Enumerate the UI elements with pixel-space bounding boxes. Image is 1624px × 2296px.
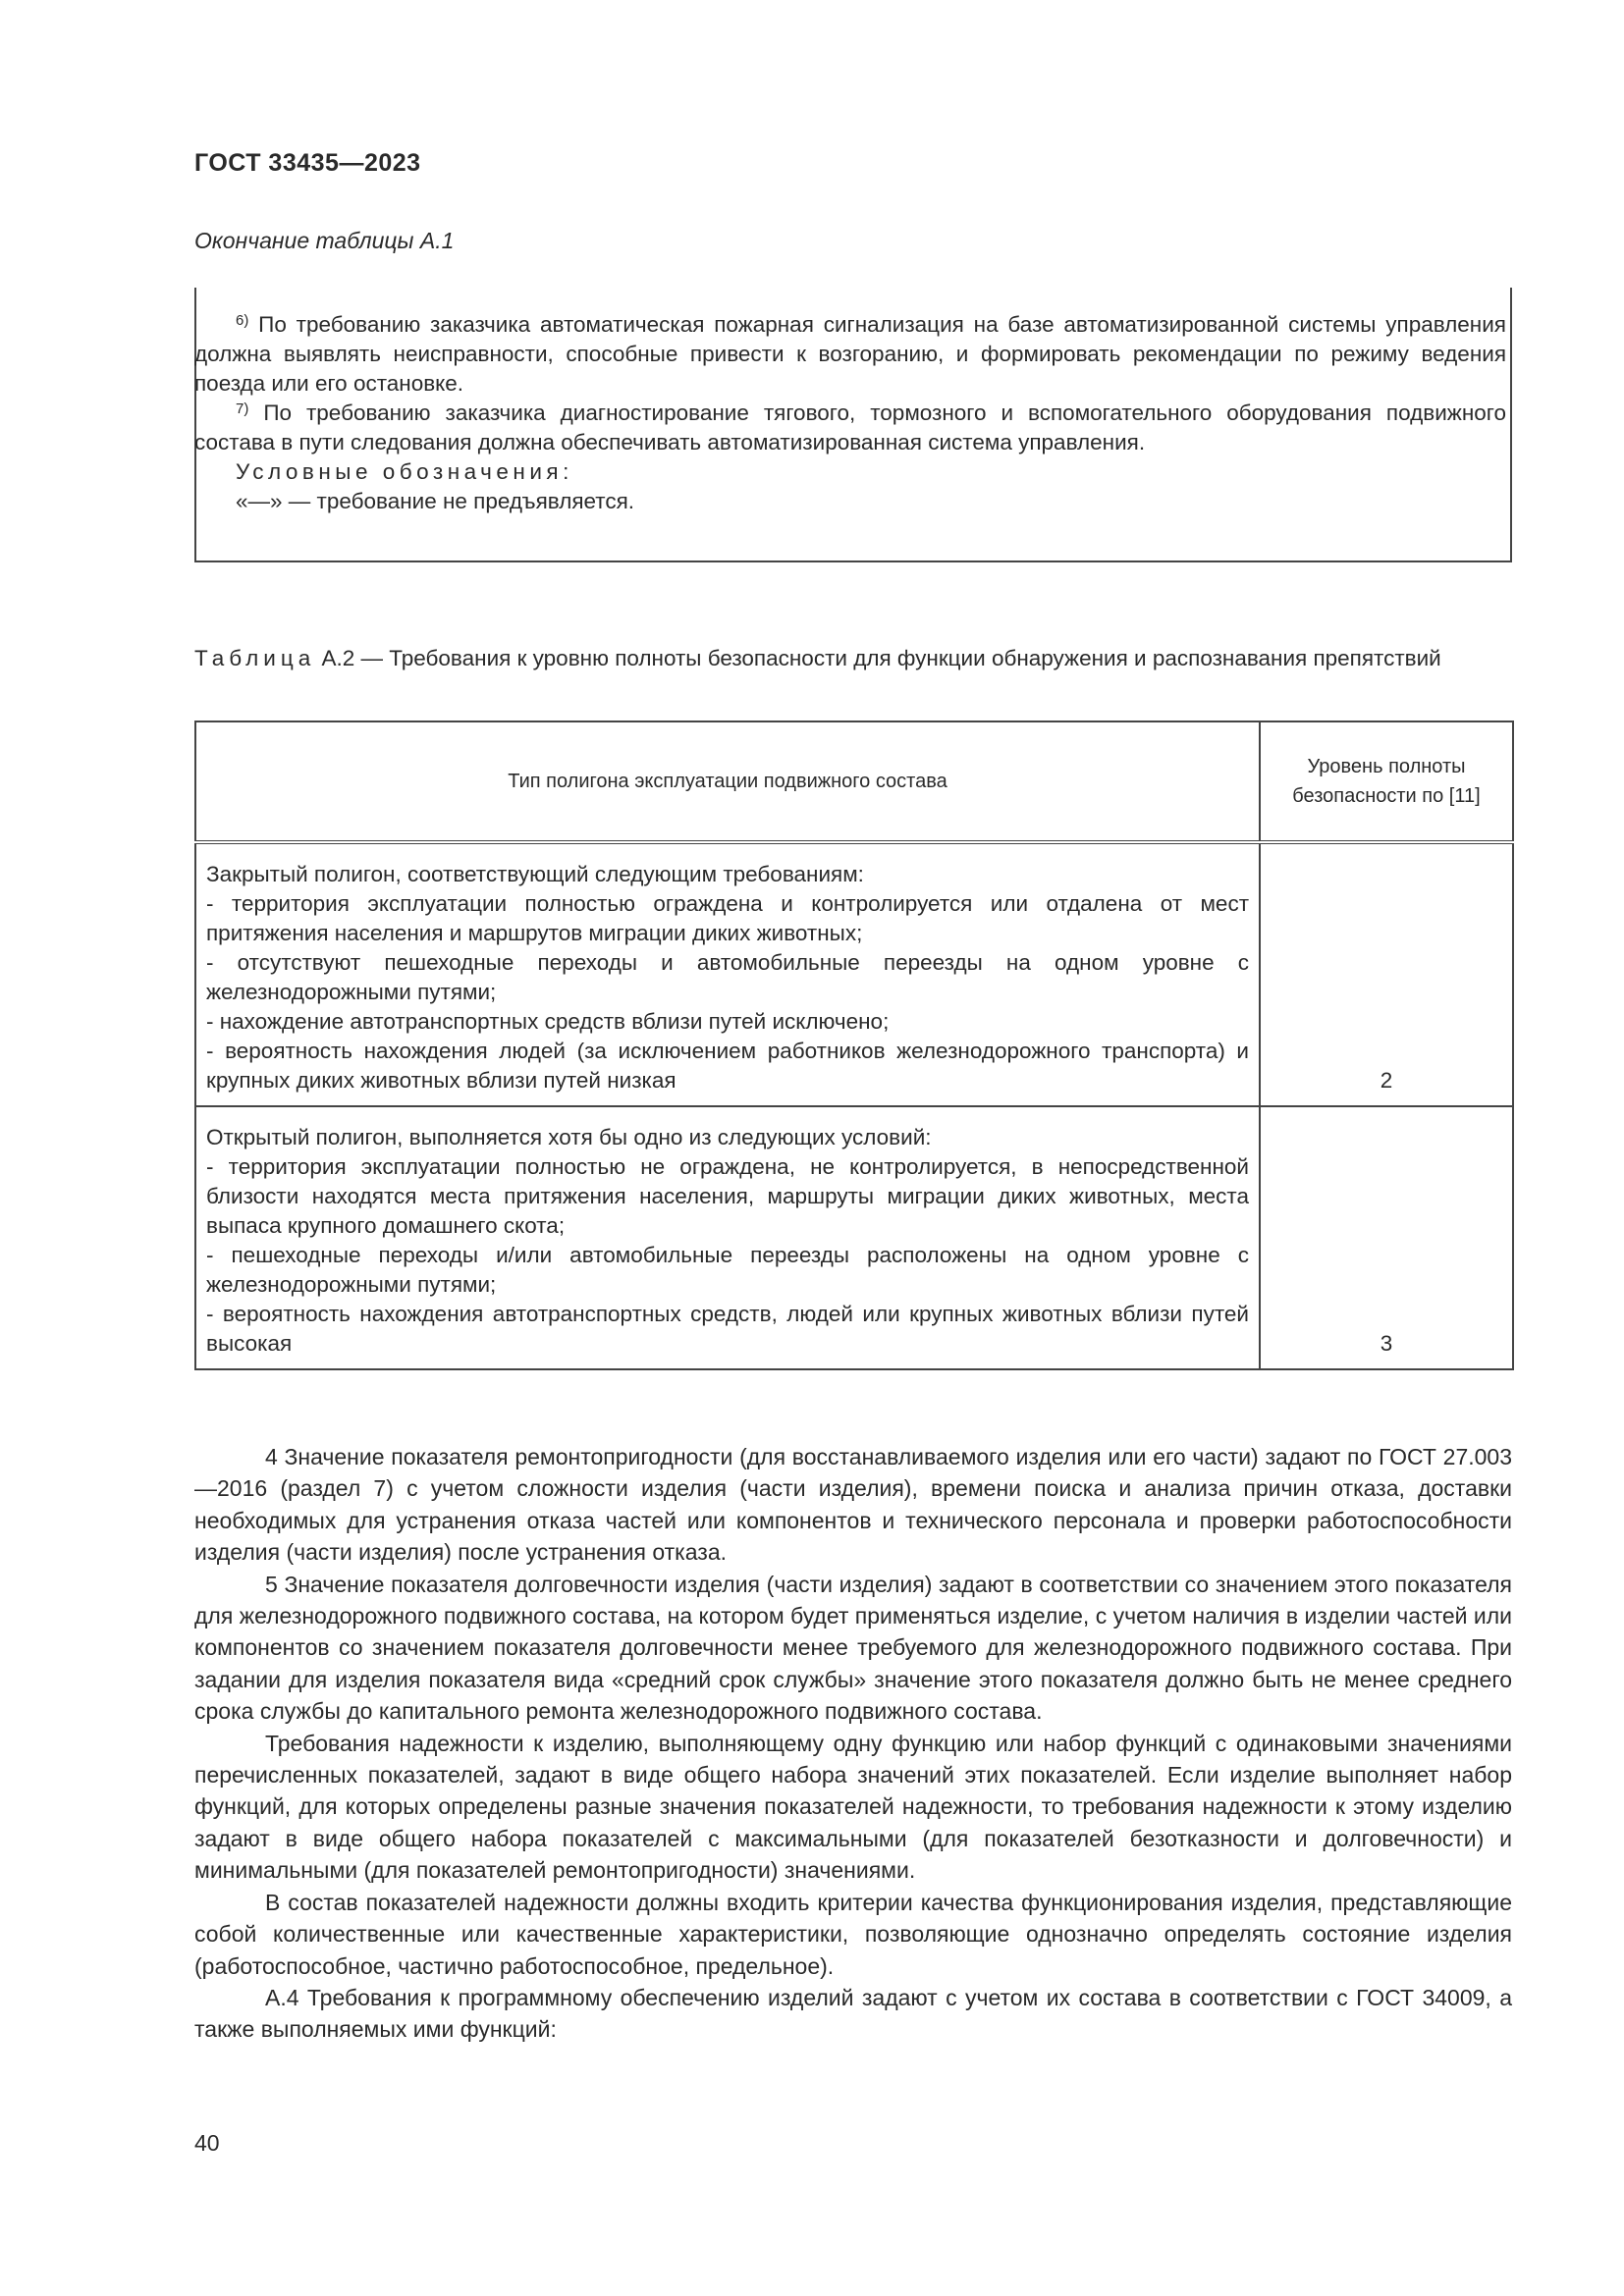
legend-title: Условные обозначения: bbox=[236, 459, 573, 484]
document-header: ГОСТ 33435—2023 bbox=[194, 149, 421, 177]
column-header-sil: Уровень полноты безопасности по [11] bbox=[1260, 721, 1513, 842]
table-a2-caption bbox=[194, 644, 1512, 673]
table-cell-value: 3 bbox=[1260, 1106, 1513, 1369]
legend-item: «—» — требование не предъявляется. bbox=[236, 489, 635, 513]
table-continuation-title: Окончание таблицы А.1 bbox=[194, 228, 455, 253]
paragraph: А.4 Требования к программному обеспечению изделий задают с учетом их состава в соответствии с ГОСТ 34009, а также выполняемых ими функций: bbox=[194, 1984, 1512, 2043]
footnote-6-text: По требованию заказчика автоматическая пожарная сигнализация на базе автоматизированной системы управления должна выявлять неисправности, способные привести к возгоранию, и формировать рекомендации по режиму ведения поезда или его остановке. bbox=[194, 312, 1506, 396]
paragraph: 5 Значение показателя долговечности изделия (части изделия) задают в соответствии со значением этого показателя для железнодорожного подвижного состава, на котором будет применяться изделие, с учетом наличия в изделии частей или компонентов со значением показателя долговечности менее требуемого для железнодорожного подвижного состава. При задании для изделия показателя вида «средний срок службы» значение этого показателя должно быть не менее среднего срока службы до капитального ремонта железнодорожного подвижного состава. bbox=[194, 1571, 1512, 1725]
body-text bbox=[194, 1441, 1512, 2046]
page-number: 40 bbox=[194, 2130, 220, 2156]
table-header-row bbox=[195, 721, 1513, 842]
paragraph: 4 Значение показателя ремонтопригодности (для восстанавливаемого изделия или его части) задают по ГОСТ 27.003—2016 (раздел 7) с учетом сложности изделия (части изделия), времени поиска и анализа причин отказа, доставки необходимых для устранения отказа частей или компонентов и технического персонала и проверки работоспособности изделия (части изделия) после устранения отказа. bbox=[194, 1444, 1512, 1566]
footnote-7-text: По требованию заказчика диагностирование тягового, тормозного и вспомогательного оборудования подвижного состава в пути следования должна обеспечивать автоматизированная система управления. bbox=[194, 400, 1506, 454]
footnote-6 bbox=[194, 310, 1506, 399]
table-cell-description: Открытый полигон, выполняется хотя бы одно из следующих условий: - территория эксплуатации полностью не ограждена, не контролируется, в непосредственной близости находятся места притяжения населения, маршруты миграции диких животных, места выпаса крупного домашнего скота; - пешеходные переходы и/или автомобильные переезды расположены на одном уровне с железнодорожными путями; - вероятность нахождения автотранспортных средств, людей или крупных животных вблизи путей высокая bbox=[195, 1106, 1260, 1369]
table-row bbox=[195, 842, 1513, 1106]
table-a1-notes bbox=[194, 310, 1506, 516]
paragraph: Требования надежности к изделию, выполняющему одну функцию или набор функций с одинаковыми значениями перечисленных показателей, задают в виде общего набора значений этих показателей. Если изделие выполняет набор функций, для которых определены разные значения показателей надежности, то требования надежности к этому изделию задают в виде общего набора показателей с максимальными (для показателей безотказности и долговечности) и минимальными (для показателей ремонтопригодности) значениями. bbox=[194, 1730, 1512, 1884]
paragraph: В состав показателей надежности должны входить критерии качества функционирования изделия, представляющие собой количественные или качественные характеристики, позволяющие однозначно определять состояние изделия (работоспособное, частично работоспособное, предельное). bbox=[194, 1889, 1512, 1979]
footnote-7 bbox=[194, 399, 1506, 457]
table-cell-value: 2 bbox=[1260, 842, 1513, 1106]
table-a2-caption-text: А.2 — Требования к уровню полноты безопасности для функции обнаружения и распознавания препятствий bbox=[321, 646, 1441, 670]
table-a2-caption-label: Таблица bbox=[194, 646, 316, 670]
table-a2 bbox=[194, 721, 1514, 1370]
column-header-polygon-type: Тип полигона эксплуатации подвижного состава bbox=[195, 721, 1260, 842]
footnote-7-mark: 7) bbox=[236, 400, 249, 417]
table-cell-description: Закрытый полигон, соответствующий следующим требованиям: - территория эксплуатации полностью ограждена и контролируется или отдалена от мест притяжения населения и маршрутов миграции диких животных; - отсутствуют пешеходные переходы и автомобильные переезды на одном уровне с железнодорожными путями; - нахождение автотранспортных средств вблизи путей исключено; - вероятность нахождения людей (за исключением работников железнодорожного транспорта) и крупных диких животных вблизи путей низкая bbox=[195, 842, 1260, 1106]
table-row bbox=[195, 1106, 1513, 1369]
footnote-6-mark: 6) bbox=[236, 312, 249, 329]
